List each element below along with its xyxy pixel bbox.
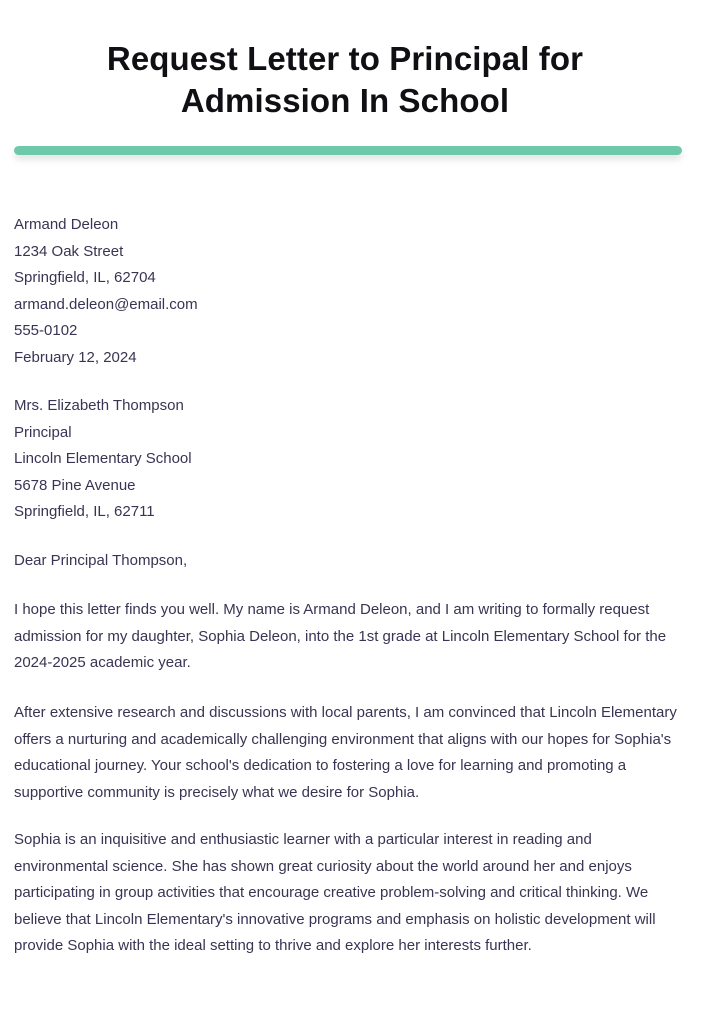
sender-city-state-zip: Springfield, IL, 62704 [14, 269, 156, 286]
sender-address-block [14, 212, 686, 371]
title-line-2: Admission In School [180, 82, 510, 119]
document-title [40, 38, 650, 122]
accent-divider [14, 146, 682, 155]
recipient-address-block [14, 393, 686, 526]
salutation [14, 548, 686, 575]
sender-street: 1234 Oak Street [14, 242, 124, 260]
body-paragraph-3: Sophia is an inquisitive and enthusiastic learner with a particular interest in reading and environmental science. She has shown great curiosity about the world around her and enjoys participating in group activities that encourage creative problem-solving and critical thinking. We believe that Lincoln Elementary's innovative programs and emphasis on holistic development will provide Sophia with the ideal setting to thrive and explore her interests further. [14, 831, 656, 954]
recipient-name: Mrs. Elizabeth Thompson [14, 397, 184, 414]
body-paragraph-2: After extensive research and discussions with local parents, I am convinced that Lincoln Elementary offers a nurturing and academically challenging environment that aligns with our hopes for Sophia's educational journey. Your school's dedication to fostering a love for learning and promoting a supportive community is precisely what we desire for Sophia. [14, 704, 677, 801]
salutation-text: Dear Principal Thompson, [14, 552, 188, 569]
recipient-city-state-zip: Springfield, IL, 62711 [14, 503, 155, 520]
recipient-school: Lincoln Elementary School [14, 450, 192, 467]
letter-date: February 12, 2024 [14, 348, 137, 366]
recipient-street: 5678 Pine Avenue [14, 476, 136, 494]
body-paragraph-1: I hope this letter finds you well. My name is Armand Deleon, and I am writing to formally request admission for my daughter, Sophia Deleon, into the 1st grade at Lincoln Elementary School for the 2024-2025 academic year. [14, 601, 667, 671]
sender-name: Armand Deleon [14, 216, 119, 233]
title-line-1: Request Letter to Principal for [106, 40, 584, 77]
sender-email: armand.deleon@email.com [14, 295, 198, 313]
sender-phone: 555-0102 [14, 322, 78, 339]
recipient-position: Principal [14, 423, 72, 441]
